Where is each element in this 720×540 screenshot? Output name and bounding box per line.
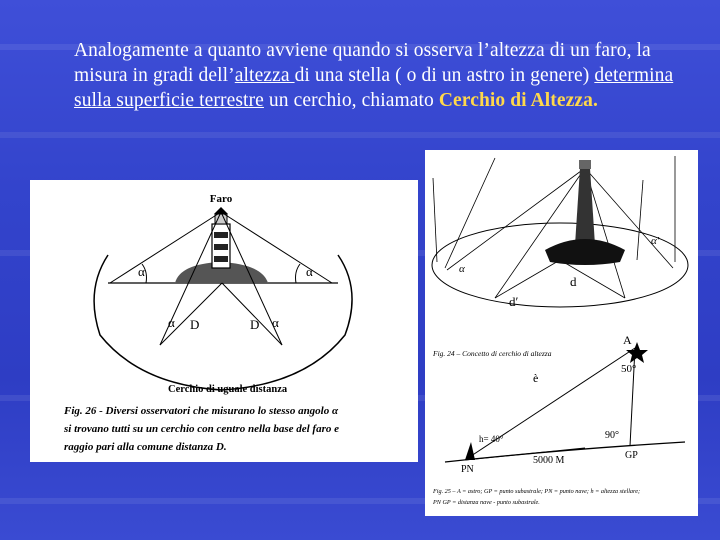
slide-paragraph xyxy=(74,38,674,113)
alpha-label: α xyxy=(459,263,465,275)
caption-line: raggio pari alla comune distanza D. xyxy=(64,441,227,453)
a-label: A xyxy=(623,333,632,347)
caption-bottom-line: Fig. 25 – A = astro; GP = punto subastrale; PN = punto nave; h = altezza stellare; xyxy=(433,488,641,495)
alpha-label: α xyxy=(306,264,313,279)
d-label: d xyxy=(570,274,577,289)
text-part-underlined: altezza xyxy=(234,65,295,86)
text-part: Analogamente a quanto avviene quando si osserva l’altezza di un faro, la misura in gradi dell’ xyxy=(74,40,651,86)
caption-top: Fig. 24 – Concetto di cerchio di altezza xyxy=(433,349,552,358)
observer-icon xyxy=(465,442,475,460)
d-prime-label: d′ xyxy=(509,294,519,309)
text-part: un cerchio, chiamato xyxy=(263,90,439,111)
caption-bottom-line: PN GP = distanza nave - punto subastrale. xyxy=(433,499,540,506)
pn-label: PN xyxy=(461,464,474,475)
tower-icon xyxy=(545,160,625,265)
alpha-label: α xyxy=(272,315,279,330)
gp-label: GP xyxy=(625,450,638,461)
alpha-label: α xyxy=(168,315,175,330)
star-rays xyxy=(433,156,675,298)
distance-label: D xyxy=(250,317,260,332)
distance-label: D xyxy=(190,317,200,332)
e-label: è xyxy=(533,371,539,385)
caption-line: Fig. 26 - Diversi osservatori che misurano lo stesso angolo α xyxy=(64,405,339,417)
angle-arc xyxy=(296,264,301,283)
alpha-label: α xyxy=(138,264,145,279)
highlight-term: Cerchio di Altezza. xyxy=(438,90,598,111)
lighthouse-diagram xyxy=(30,180,418,462)
circle-label: Cerchio di uguale distanza xyxy=(168,384,288,395)
altitude-circle xyxy=(432,223,688,307)
h-label: h= 40° xyxy=(479,434,504,444)
faro-label: Faro xyxy=(209,193,233,205)
earth-surface xyxy=(445,442,685,462)
angle-50-label: 50° xyxy=(621,363,637,375)
background-streak xyxy=(0,132,720,138)
horizon-line xyxy=(465,448,585,460)
text-part-underlined: determina sulla superficie terrestre xyxy=(74,65,674,111)
text-part: di una stella ( o di un astro in genere) xyxy=(294,65,595,86)
caption-line: si trovano tutti su un cerchio con centro nella base del faro e xyxy=(64,423,340,435)
distance-label: 5000 M xyxy=(533,455,565,466)
alpha-prime-label: α′ xyxy=(651,235,660,247)
angle-90-label: 90° xyxy=(605,430,619,441)
figure-lighthouse-panel xyxy=(30,180,418,462)
figure-altitude-panel xyxy=(425,150,698,516)
altitude-diagram xyxy=(425,150,698,516)
